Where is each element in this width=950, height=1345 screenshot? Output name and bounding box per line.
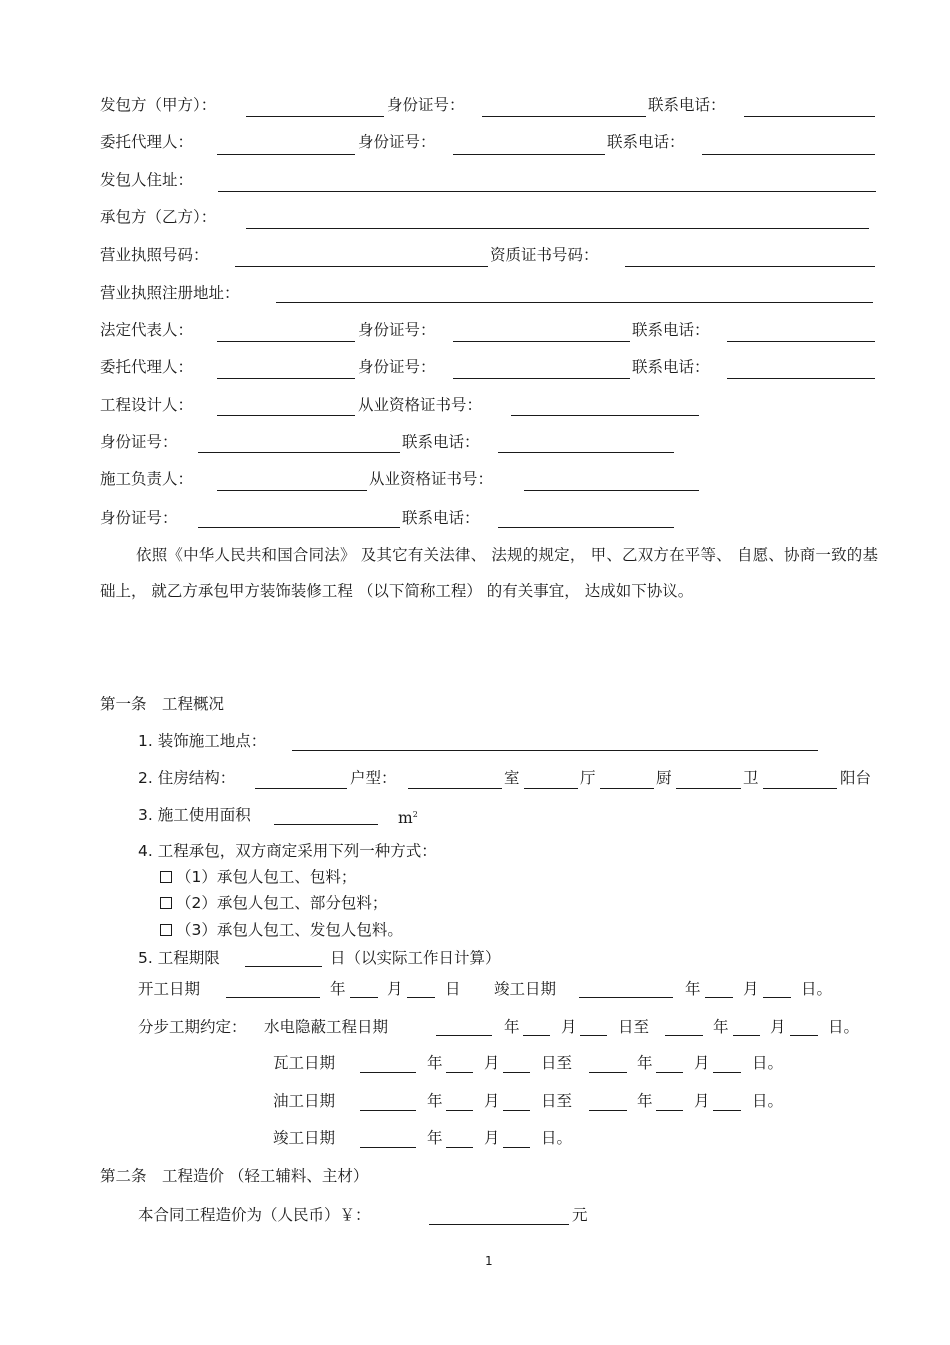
painting-end-month-label: 月 — [694, 1092, 710, 1110]
construction-lead-phone-label: 联系电话： — [402, 509, 480, 527]
plumbing-label: 水电隐蔽工程日期 — [264, 1018, 389, 1036]
article2-title: 第二条 工程造价 （轻工辅料、主材） — [100, 1167, 369, 1185]
kitchen-field[interactable] — [600, 788, 654, 789]
start-date-label: 开工日期 — [138, 980, 201, 998]
construction-lead-phone-field[interactable] — [498, 527, 674, 528]
designer-phone-field[interactable] — [498, 452, 674, 453]
finish-month-field[interactable] — [705, 997, 733, 998]
legal-rep-phone-label: 联系电话： — [632, 321, 710, 339]
plumbing-end-day-field[interactable] — [790, 1035, 818, 1036]
contractor-agent-id-field[interactable] — [453, 378, 630, 379]
painting-end-year-label: 年 — [637, 1092, 653, 1110]
page-number: 1 — [485, 1254, 493, 1268]
designer-id-label: 身份证号： — [100, 433, 178, 451]
intro-paragraph: 依照《中华人民共和国合同法》 及其它有关法律、 法规的规定， 甲、乙双方在平等、 自愿、协商一致的基础上， 就乙方承包甲方装饰装修工程 （以下简称工程） 的有关事宜， 达成如下协议。 — [100, 546, 878, 600]
employer-field[interactable] — [246, 116, 384, 117]
hall-field[interactable] — [524, 788, 578, 789]
designer-cert-label: 从业资格证书号： — [358, 396, 483, 414]
phased-label: 分步工期约定： — [138, 1018, 247, 1036]
finish-year-field[interactable] — [579, 997, 673, 998]
finish-month-label: 月 — [743, 980, 759, 998]
option2-label: （2）承包人包工、部分包料； — [176, 894, 388, 912]
construction-lead-label: 施工负责人： — [100, 470, 194, 488]
tiling-end-month-label: 月 — [694, 1054, 710, 1072]
painting-end-day-field[interactable] — [713, 1110, 741, 1111]
option1-label: （1）承包人包工、包料； — [176, 868, 357, 886]
painting-month-label: 月 — [484, 1092, 500, 1110]
finish-year-label: 年 — [685, 980, 701, 998]
option2-checkbox[interactable] — [160, 897, 172, 909]
tiling-month-field[interactable] — [446, 1072, 473, 1073]
tiling-year-label: 年 — [427, 1054, 443, 1072]
painting-month-field[interactable] — [446, 1110, 473, 1111]
plumbing-day-field[interactable] — [580, 1035, 607, 1036]
completion-year-label: 年 — [427, 1129, 443, 1147]
completion-label: 竣工日期 — [273, 1129, 336, 1147]
area-field[interactable] — [274, 824, 378, 825]
qualification-no-field[interactable] — [625, 266, 875, 267]
license-no-label: 营业执照号码： — [100, 246, 209, 264]
employer-agent-id-label: 身份证号： — [358, 133, 436, 151]
painting-year-field[interactable] — [360, 1110, 416, 1111]
tiling-month-label: 月 — [484, 1054, 500, 1072]
employer-id-field[interactable] — [482, 116, 646, 117]
license-no-field[interactable] — [235, 266, 488, 267]
finish-date-label: 竣工日期 — [494, 980, 557, 998]
tiling-end-month-field[interactable] — [656, 1072, 683, 1073]
tiling-day-field[interactable] — [503, 1072, 530, 1073]
kitchen-label: 厨 — [656, 769, 672, 787]
area-label: 3. 施工使用面积 — [138, 806, 251, 824]
legal-rep-label: 法定代表人： — [100, 321, 194, 339]
house-type-label: 户型： — [350, 769, 397, 787]
period-label: 5. 工程期限 — [138, 949, 220, 967]
location-field[interactable] — [292, 750, 818, 751]
employer-agent-label: 委托代理人： — [100, 133, 194, 151]
legal-rep-field[interactable] — [217, 341, 355, 342]
balcony-label: 阳台 — [840, 769, 872, 787]
contractor-field[interactable] — [246, 228, 869, 229]
mode-label: 4. 工程承包，双方商定采用下列一种方式： — [138, 842, 437, 860]
completion-day-field[interactable] — [503, 1147, 530, 1148]
painting-end-month-field[interactable] — [656, 1110, 683, 1111]
completion-month-label: 月 — [484, 1129, 500, 1147]
contractor-label: 承包方（乙方）： — [100, 208, 217, 226]
construction-lead-id-label: 身份证号： — [100, 509, 178, 527]
tiling-dayto-label: 日至 — [541, 1054, 573, 1072]
period-suffix: 日（以实际工作日计算） — [330, 949, 501, 967]
designer-field[interactable] — [217, 415, 355, 416]
license-address-label: 营业执照注册地址： — [100, 284, 240, 302]
plumbing-year-label: 年 — [504, 1018, 520, 1036]
price-currency: 元 — [572, 1206, 588, 1224]
employer-phone-label: 联系电话： — [648, 96, 726, 114]
plumbing-year-field[interactable] — [436, 1035, 492, 1036]
start-month-label: 月 — [387, 980, 403, 998]
plumbing-end-year-label: 年 — [713, 1018, 729, 1036]
room-label: 室 — [504, 769, 520, 787]
option3-checkbox[interactable] — [160, 924, 172, 936]
room-field[interactable] — [408, 788, 502, 789]
employer-address-label: 发包人住址： — [100, 171, 194, 189]
contractor-agent-field[interactable] — [217, 378, 355, 379]
employer-agent-id-field[interactable] — [453, 154, 605, 155]
tiling-year-field[interactable] — [360, 1072, 416, 1073]
option1-checkbox[interactable] — [160, 871, 172, 883]
structure-field[interactable] — [255, 788, 347, 789]
price-field[interactable] — [429, 1224, 569, 1225]
plumbing-month-label: 月 — [561, 1018, 577, 1036]
start-day-field[interactable] — [407, 997, 435, 998]
completion-day-label: 日。 — [541, 1129, 573, 1147]
contractor-agent-phone-field[interactable] — [727, 378, 875, 379]
location-label: 1. 装饰施工地点： — [138, 732, 267, 750]
tiling-end-day-field[interactable] — [713, 1072, 741, 1073]
hall-label: 厅 — [580, 769, 596, 787]
designer-phone-label: 联系电话： — [402, 433, 480, 451]
qualification-no-label: 资质证书号码： — [490, 246, 599, 264]
contractor-agent-id-label: 身份证号： — [358, 358, 436, 376]
painting-year-label: 年 — [427, 1092, 443, 1110]
plumbing-end-day-label: 日。 — [828, 1018, 860, 1036]
structure-label: 2. 住房结构： — [138, 769, 236, 787]
license-address-field[interactable] — [276, 302, 873, 303]
plumbing-end-month-label: 月 — [770, 1018, 786, 1036]
plumbing-month-field[interactable] — [523, 1035, 550, 1036]
completion-month-field[interactable] — [446, 1147, 473, 1148]
employer-id-label: 身份证号： — [387, 96, 465, 114]
legal-rep-id-field[interactable] — [453, 341, 630, 342]
article1-title: 第一条 工程概况 — [100, 695, 225, 713]
employer-address-field[interactable] — [218, 191, 876, 192]
contractor-agent-label: 委托代理人： — [100, 358, 194, 376]
start-day-label: 日 — [445, 980, 461, 998]
employer-phone-field[interactable] — [744, 116, 875, 117]
period-field[interactable] — [245, 966, 322, 967]
start-year-field[interactable] — [226, 997, 320, 998]
tiling-end-year-field[interactable] — [589, 1072, 627, 1073]
contractor-agent-phone-label: 联系电话： — [632, 358, 710, 376]
bath-label: 卫 — [743, 769, 759, 787]
finish-day-label: 日。 — [801, 980, 833, 998]
area-unit: $m^2$ — [398, 809, 418, 828]
painting-dayto-label: 日至 — [541, 1092, 573, 1110]
tiling-label: 瓦工日期 — [273, 1054, 336, 1072]
completion-year-field[interactable] — [360, 1147, 416, 1148]
plumbing-end-year-field[interactable] — [665, 1035, 703, 1036]
tiling-end-year-label: 年 — [637, 1054, 653, 1072]
balcony-field[interactable] — [763, 788, 837, 789]
finish-day-field[interactable] — [763, 997, 791, 998]
painting-day-field[interactable] — [503, 1110, 530, 1111]
start-month-field[interactable] — [350, 997, 378, 998]
price-label: 本合同工程造价为（人民币）￥： — [138, 1206, 371, 1224]
designer-label: 工程设计人： — [100, 396, 194, 414]
painting-label: 油工日期 — [273, 1092, 336, 1110]
designer-cert-field[interactable] — [511, 415, 699, 416]
construction-lead-field[interactable] — [217, 490, 367, 491]
legal-rep-phone-field[interactable] — [727, 341, 875, 342]
designer-id-field[interactable] — [198, 452, 400, 453]
legal-rep-id-label: 身份证号： — [358, 321, 436, 339]
employer-label: 发包方（甲方）： — [100, 96, 217, 114]
construction-lead-cert-field[interactable] — [524, 490, 699, 491]
bath-field[interactable] — [676, 788, 741, 789]
plumbing-end-month-field[interactable] — [733, 1035, 760, 1036]
option3-label: （3）承包人包工、发包人包料。 — [176, 921, 403, 939]
tiling-end-day-label: 日。 — [752, 1054, 784, 1072]
painting-end-day-label: 日。 — [752, 1092, 784, 1110]
plumbing-dayto-label: 日至 — [618, 1018, 650, 1036]
construction-lead-cert-label: 从业资格证书号： — [369, 470, 494, 488]
painting-end-year-field[interactable] — [589, 1110, 627, 1111]
employer-agent-phone-field[interactable] — [702, 154, 875, 155]
construction-lead-id-field[interactable] — [198, 527, 400, 528]
employer-agent-field[interactable] — [217, 154, 355, 155]
start-year-label: 年 — [330, 980, 346, 998]
employer-agent-phone-label: 联系电话： — [607, 133, 685, 151]
